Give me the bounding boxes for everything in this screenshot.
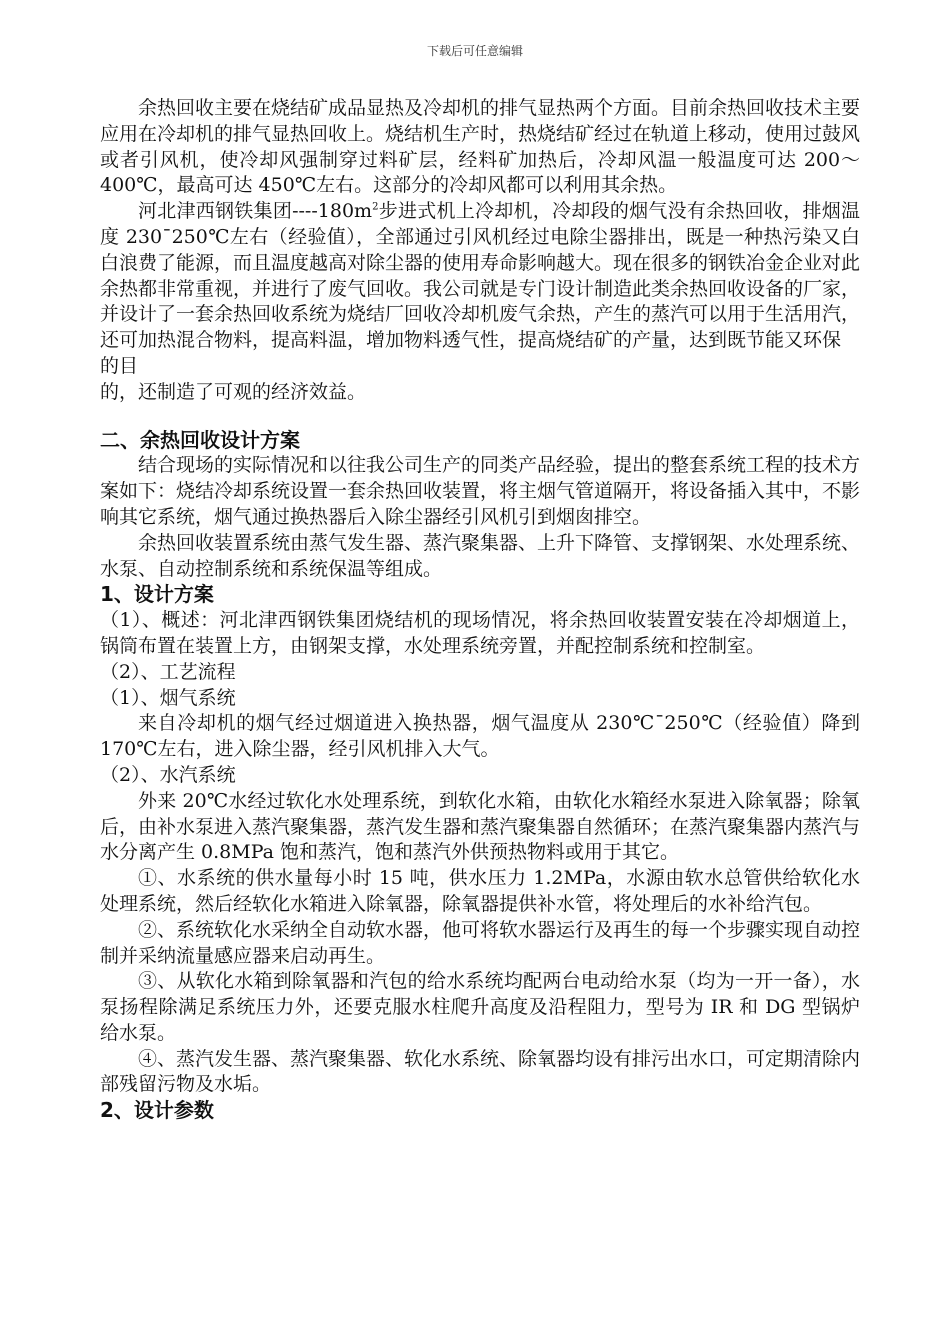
paragraph-point-2: ②、系统软化水采纳全自动软水器，他可将软水器运行及再生的每一个步骤实现自动控制并采纳流量感应器来启动再生。	[100, 918, 861, 967]
paragraph-water-steam: 外来 20℃水经过软化水处理系统，到软化水箱，由软化水箱经水泵进入除氧器；除氧后，由补水泵进入蒸汽聚集器，蒸汽发生器和蒸汽聚集器自然循环；在蒸汽聚集器内蒸汽与水分离产生 0.8MPa 饱和蒸汽，饱和蒸汽外供预热物料或用于其它。	[100, 789, 861, 864]
item-process-flow: （2）、工艺流程	[100, 660, 236, 683]
item-flue-gas-system: （1）、烟气系统	[100, 686, 236, 709]
paragraph-plan: 结合现场的实际情况和以往我公司生产的同类产品经验，提出的整套系统工程的技术方案如下：烧结冷却系统设置一套余热回收装置，将主烟气管道隔开，将设备插入其中，不影响其它系统，烟气通过换热器后入除尘器经引风机引到烟囱排空。	[100, 454, 861, 528]
paragraph-composition: 余热回收装置系统由蒸气发生器、蒸汽聚集器、上升下降管、支撑钢架、水处理系统、水泵、自动控制系统和系统保温等组成。	[100, 531, 861, 580]
paragraph-point-4: ④、蒸汽发生器、蒸汽聚集器、软化水系统、除氧器均设有排污出水口，可定期清除内部残留污物及水垢。	[100, 1047, 861, 1096]
superscript-2: 2	[372, 201, 379, 213]
paragraph-overview: （1）、概述：河北津西钢铁集团烧结机的现场情况，将余热回收装置安装在冷却烟道上，锅筒布置在装置上方，由钢架支撑，水处理系统旁置，并配控制系统和控制室。	[100, 609, 860, 657]
paragraph-case-wrap: 的目	[100, 354, 139, 377]
case-text-start: 河北津西钢铁集团----180m	[138, 200, 373, 223]
section-heading-2: 二、余热回收设计方案	[100, 427, 300, 452]
paragraph-intro: 余热回收主要在烧结矿成品显热及冷却机的排气显热两个方面。目前余热回收技术主要应用在冷却机的排气显热回收上。烧结机生产时，热烧结矿经过在轨道上移动，使用过鼓风或者引风机，使冷却风强制穿过料矿层，经料矿加热后，冷却风温一般温度可达 200～400℃，最高可达 450℃左右。这部分的冷却风都可以利用其余热。	[100, 97, 861, 197]
document-body	[100, 96, 860, 1124]
section-gap	[100, 406, 860, 428]
subsection-heading-2: 2、设计参数	[100, 1098, 214, 1123]
item-water-steam-system: （2）、水汽系统	[100, 763, 236, 786]
case-text-body: 步进式机上冷却机，冷却段的烟气没有余热回收，排烟温度 230¯250℃左右（经验值），全部通过引风机经过电除尘器排出，既是一种热污染又白白浪费了能源，而且温度越高对除尘器的使用寿命影响越大。现在很多的钢铁冶金企业对此余热都非常重视，并进行了废气回收。我公司就是专门设计制造此类余热回收设备的厂家，并设计了一套余热回收系统为烧结厂回收冷却机废气余热，产生的蒸汽可以用于生活用汽，还可加热混合物料，提高料温，增加物料透气性，提高烧结矿的产量，达到既节能又环保	[100, 200, 861, 352]
paragraph-case	[100, 199, 860, 354]
paragraph-flue-gas: 来自冷却机的烟气经过烟道进入换热器，烟气温度从 230℃¯250℃（经验值）降到 170℃左右，进入除尘器，经引风机排入大气。	[100, 712, 860, 761]
paragraph-case-end: 的，还制造了可观的经济效益。	[100, 380, 367, 403]
subsection-heading-1: 1、设计方案	[100, 582, 214, 607]
paragraph-point-3: ③、从软化水箱到除氧器和汽包的给水系统均配两台电动给水泵（均为一开一备），水泵扬程除满足系统压力外，还要克服水柱爬升高度及沿程阻力，型号为 IR 和 DG 型锅炉给水泵。	[100, 970, 860, 1044]
page-header: 下载后可任意编辑	[426, 44, 523, 58]
paragraph-point-1: ①、水系统的供水量每小时 15 吨，供水压力 1.2MPa，水源由软水总管供给软化水处理系统，然后经软化水箱进入除氧器，除氧器提供补水管，将处理后的水补给汽包。	[100, 867, 860, 915]
